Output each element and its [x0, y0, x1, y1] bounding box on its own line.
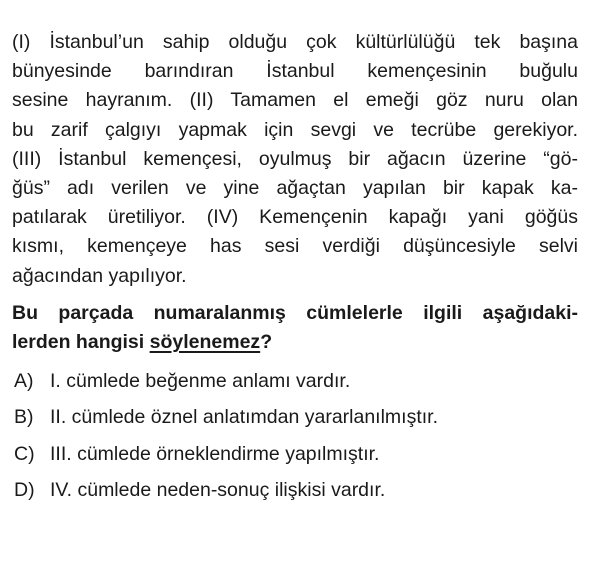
emphasized-word: söylenemez: [149, 330, 261, 353]
option-text: I. cümlede beğenme anlamı vardır.: [50, 370, 351, 393]
question-stem-line: Bu parçada numaralanmış cümlelerle ilgili aşağıdaki-: [12, 301, 578, 324]
passage: [12, 28, 578, 291]
option-b[interactable]: [12, 399, 578, 435]
passage-line: sesine hayranım. (II) Tamamen el emeği göz nuru olan: [12, 89, 578, 112]
option-a[interactable]: [12, 363, 578, 399]
option-c[interactable]: [12, 436, 578, 472]
option-letter: A): [14, 370, 34, 393]
option-letter: C): [14, 442, 35, 465]
question-stem-line: [12, 328, 578, 357]
option-letter: B): [14, 406, 34, 429]
passage-line: (I) İstanbul’un sahip olduğu çok kültürlülüğü tek başına: [12, 31, 578, 53]
option-text: II. cümlede öznel anlatımdan yararlanılmıştır.: [50, 406, 439, 429]
passage-line: ağacından yapılıyor.: [12, 264, 187, 287]
question-block: [12, 28, 578, 509]
answer-options: [12, 363, 578, 509]
question-stem-text: lerden hangisi: [12, 330, 150, 353]
option-letter: D): [14, 479, 35, 502]
passage-line: bu zarif çalgıyı yapmak için sevgi ve tecrübe gerekiyor.: [12, 118, 578, 141]
passage-line: ğüs” adı verilen ve yine ağaçtan yapılan bir kapak ka-: [12, 176, 578, 199]
passage-line: bünyesinde barındıran İstanbul kemençesinin buğulu: [12, 60, 578, 83]
passage-line: (III) İstanbul kemençesi, oyulmuş bir ağacın üzerine “gö-: [12, 147, 578, 170]
question-mark: ?: [260, 330, 273, 353]
passage-line: patılarak üretiliyor. (IV) Kemençenin kapağı yani göğüs: [12, 206, 578, 229]
option-d[interactable]: [12, 472, 578, 508]
option-text: IV. cümlede neden-sonuç ilişkisi vardır.: [50, 479, 386, 502]
question-stem: [12, 299, 578, 357]
passage-line: kısmı, kemençeye has sesi verdiği düşüncesiyle selvi: [12, 235, 578, 258]
option-text: III. cümlede örneklendirme yapılmıştır.: [50, 442, 380, 465]
